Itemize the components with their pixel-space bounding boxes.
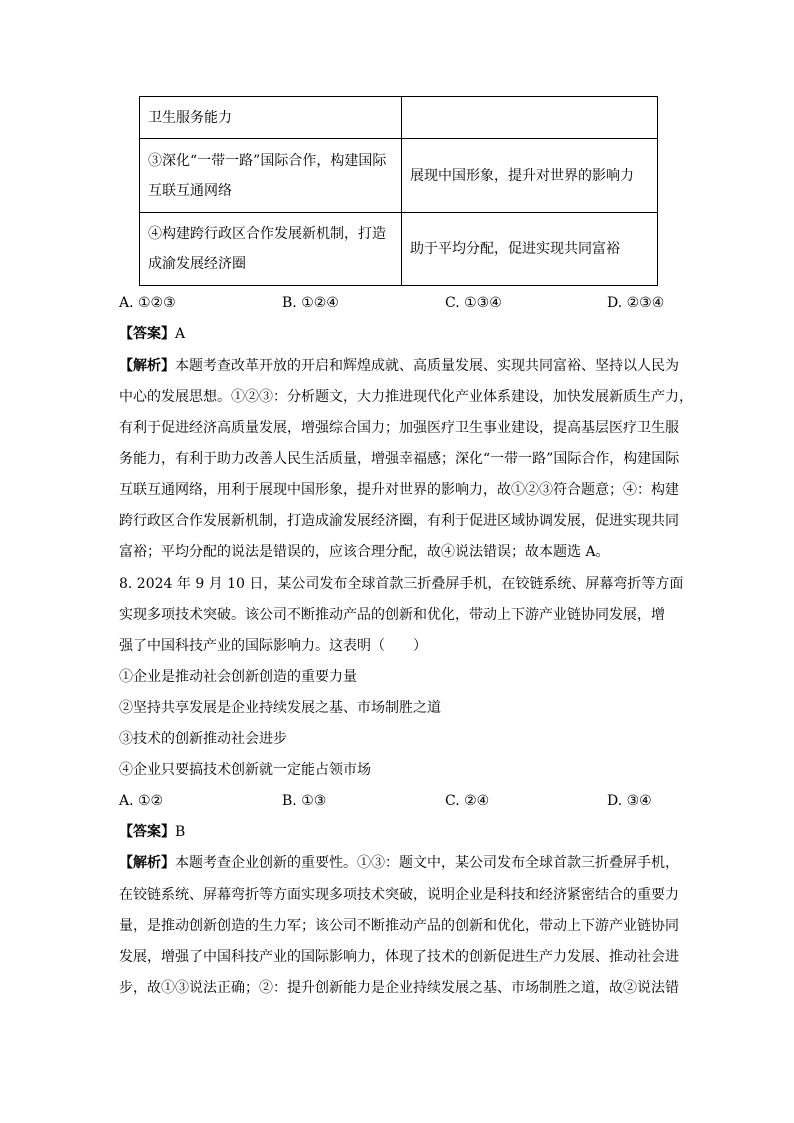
choice-a: A. ①②: [119, 793, 164, 809]
q7-analysis-line: [119, 356, 679, 376]
analysis-label: 【解析】: [119, 855, 175, 871]
choice-b: B. ①③: [282, 793, 327, 809]
answer-label: 【答案】: [119, 326, 175, 342]
q7-choices: [119, 293, 679, 313]
table-cell-left: 卫生服务能力: [140, 97, 402, 139]
q8-analysis-line: 量，是推动创新创造的生力军；该公司不断推动产品的创新和优化，带动上下游产业链协同: [119, 918, 679, 934]
choice-c: C. ②④: [445, 793, 490, 809]
q7-analysis-line: 互联互通网络，用利于展现中国形象，提升对世界的影响力，故①②③符合题意；④：构建: [119, 482, 679, 498]
q7-analysis-line: 务能力，有利于助力改善人民生活质量，增强幸福感；深化“一带一路”国际合作，构建国际: [119, 451, 680, 467]
table-cell-right: [402, 97, 658, 139]
choice-b: B. ①②④: [282, 295, 339, 311]
q8-analysis-line: [119, 853, 679, 873]
answer-value: A: [175, 326, 186, 342]
q8-stem-line: 强了中国科技产业的国际影响力。这表明（ ）: [119, 638, 427, 654]
options-table: [139, 96, 658, 286]
answer-value: B: [175, 824, 186, 840]
table-cell-left: ④构建跨行政区合作发展新机制，打造成渝发展经济圈: [140, 213, 402, 286]
choice-d: D. ③④: [607, 793, 652, 809]
q8-analysis-line: 发展，增强了中国科技产业的国际影响力，体现了技术的创新促进生产力发展、推动社会进: [119, 949, 679, 965]
q8-stem-line: 8. 2024 年 9 月 10 日，某公司发布全球首款三折叠屏手机，在铰链系统、屏幕弯折等方面: [119, 576, 684, 592]
q8-option: ①企业是推动社会创新创造的重要力量: [119, 669, 357, 685]
choice-a: A. ①②③: [119, 295, 176, 311]
q8-option: ③技术的创新推动社会进步: [119, 731, 287, 747]
q7-analysis-line: 富裕；平均分配的说法是错误的，应该合理分配，故④说法错误；故本题选 A。: [119, 544, 610, 560]
q8-analysis-line: 步，故①③说法正确；②：提升创新能力是企业持续发展之基、市场制胜之道，故②说法错: [119, 980, 679, 996]
analysis-text: 本题考查企业创新的重要性。①③：题文中，某公司发布全球首款三折叠屏手机，: [175, 855, 679, 871]
table-row: [140, 97, 658, 139]
q7-answer: [119, 324, 185, 344]
q8-choices: [119, 791, 679, 811]
q7-analysis-line: 有利于促进经济高质量发展，增强综合国力；加强医疗卫生事业建设，提高基层医疗卫生服: [119, 420, 679, 436]
choice-c: C. ①③④: [445, 295, 502, 311]
q8-analysis-line: 在铰链系统、屏幕弯折等方面实现多项技术突破，说明企业是科技和经济紧密结合的重要力: [119, 887, 679, 903]
table-cell-left: ③深化“一带一路”国际合作，构建国际互联互通网络: [140, 139, 402, 213]
analysis-label: 【解析】: [119, 358, 175, 374]
table-cell-right: 展现中国形象，提升对世界的影响力: [402, 139, 658, 213]
choice-d: D. ②③④: [607, 295, 665, 311]
table-row: [140, 139, 658, 213]
q8-stem-line: 实现多项技术突破。该公司不断推动产品的创新和优化，带动上下游产业链协同发展，增: [119, 607, 665, 623]
table-cell-right: 助于平均分配，促进实现共同富裕: [402, 213, 658, 286]
q7-analysis-line: 跨行政区合作发展新机制，打造成渝发展经济圈，有利于促进区域协调发展，促进实现共同: [119, 513, 679, 529]
q8-option: ②坚持共享发展是企业持续发展之基、市场制胜之道: [119, 700, 441, 716]
analysis-text: 本题考查改革开放的开启和辉煌成就、高质量发展、实现共同富裕、坚持以人民为: [175, 358, 679, 374]
q7-analysis-line: 中心的发展思想。①②③：分析题文，大力推进现代化产业体系建设，加快发展新质生产力，: [119, 389, 693, 405]
table-row: [140, 213, 658, 286]
q8-answer: [119, 822, 185, 842]
q8-option: ④企业只要搞技术创新就一定能占领市场: [119, 762, 371, 778]
answer-label: 【答案】: [119, 824, 175, 840]
